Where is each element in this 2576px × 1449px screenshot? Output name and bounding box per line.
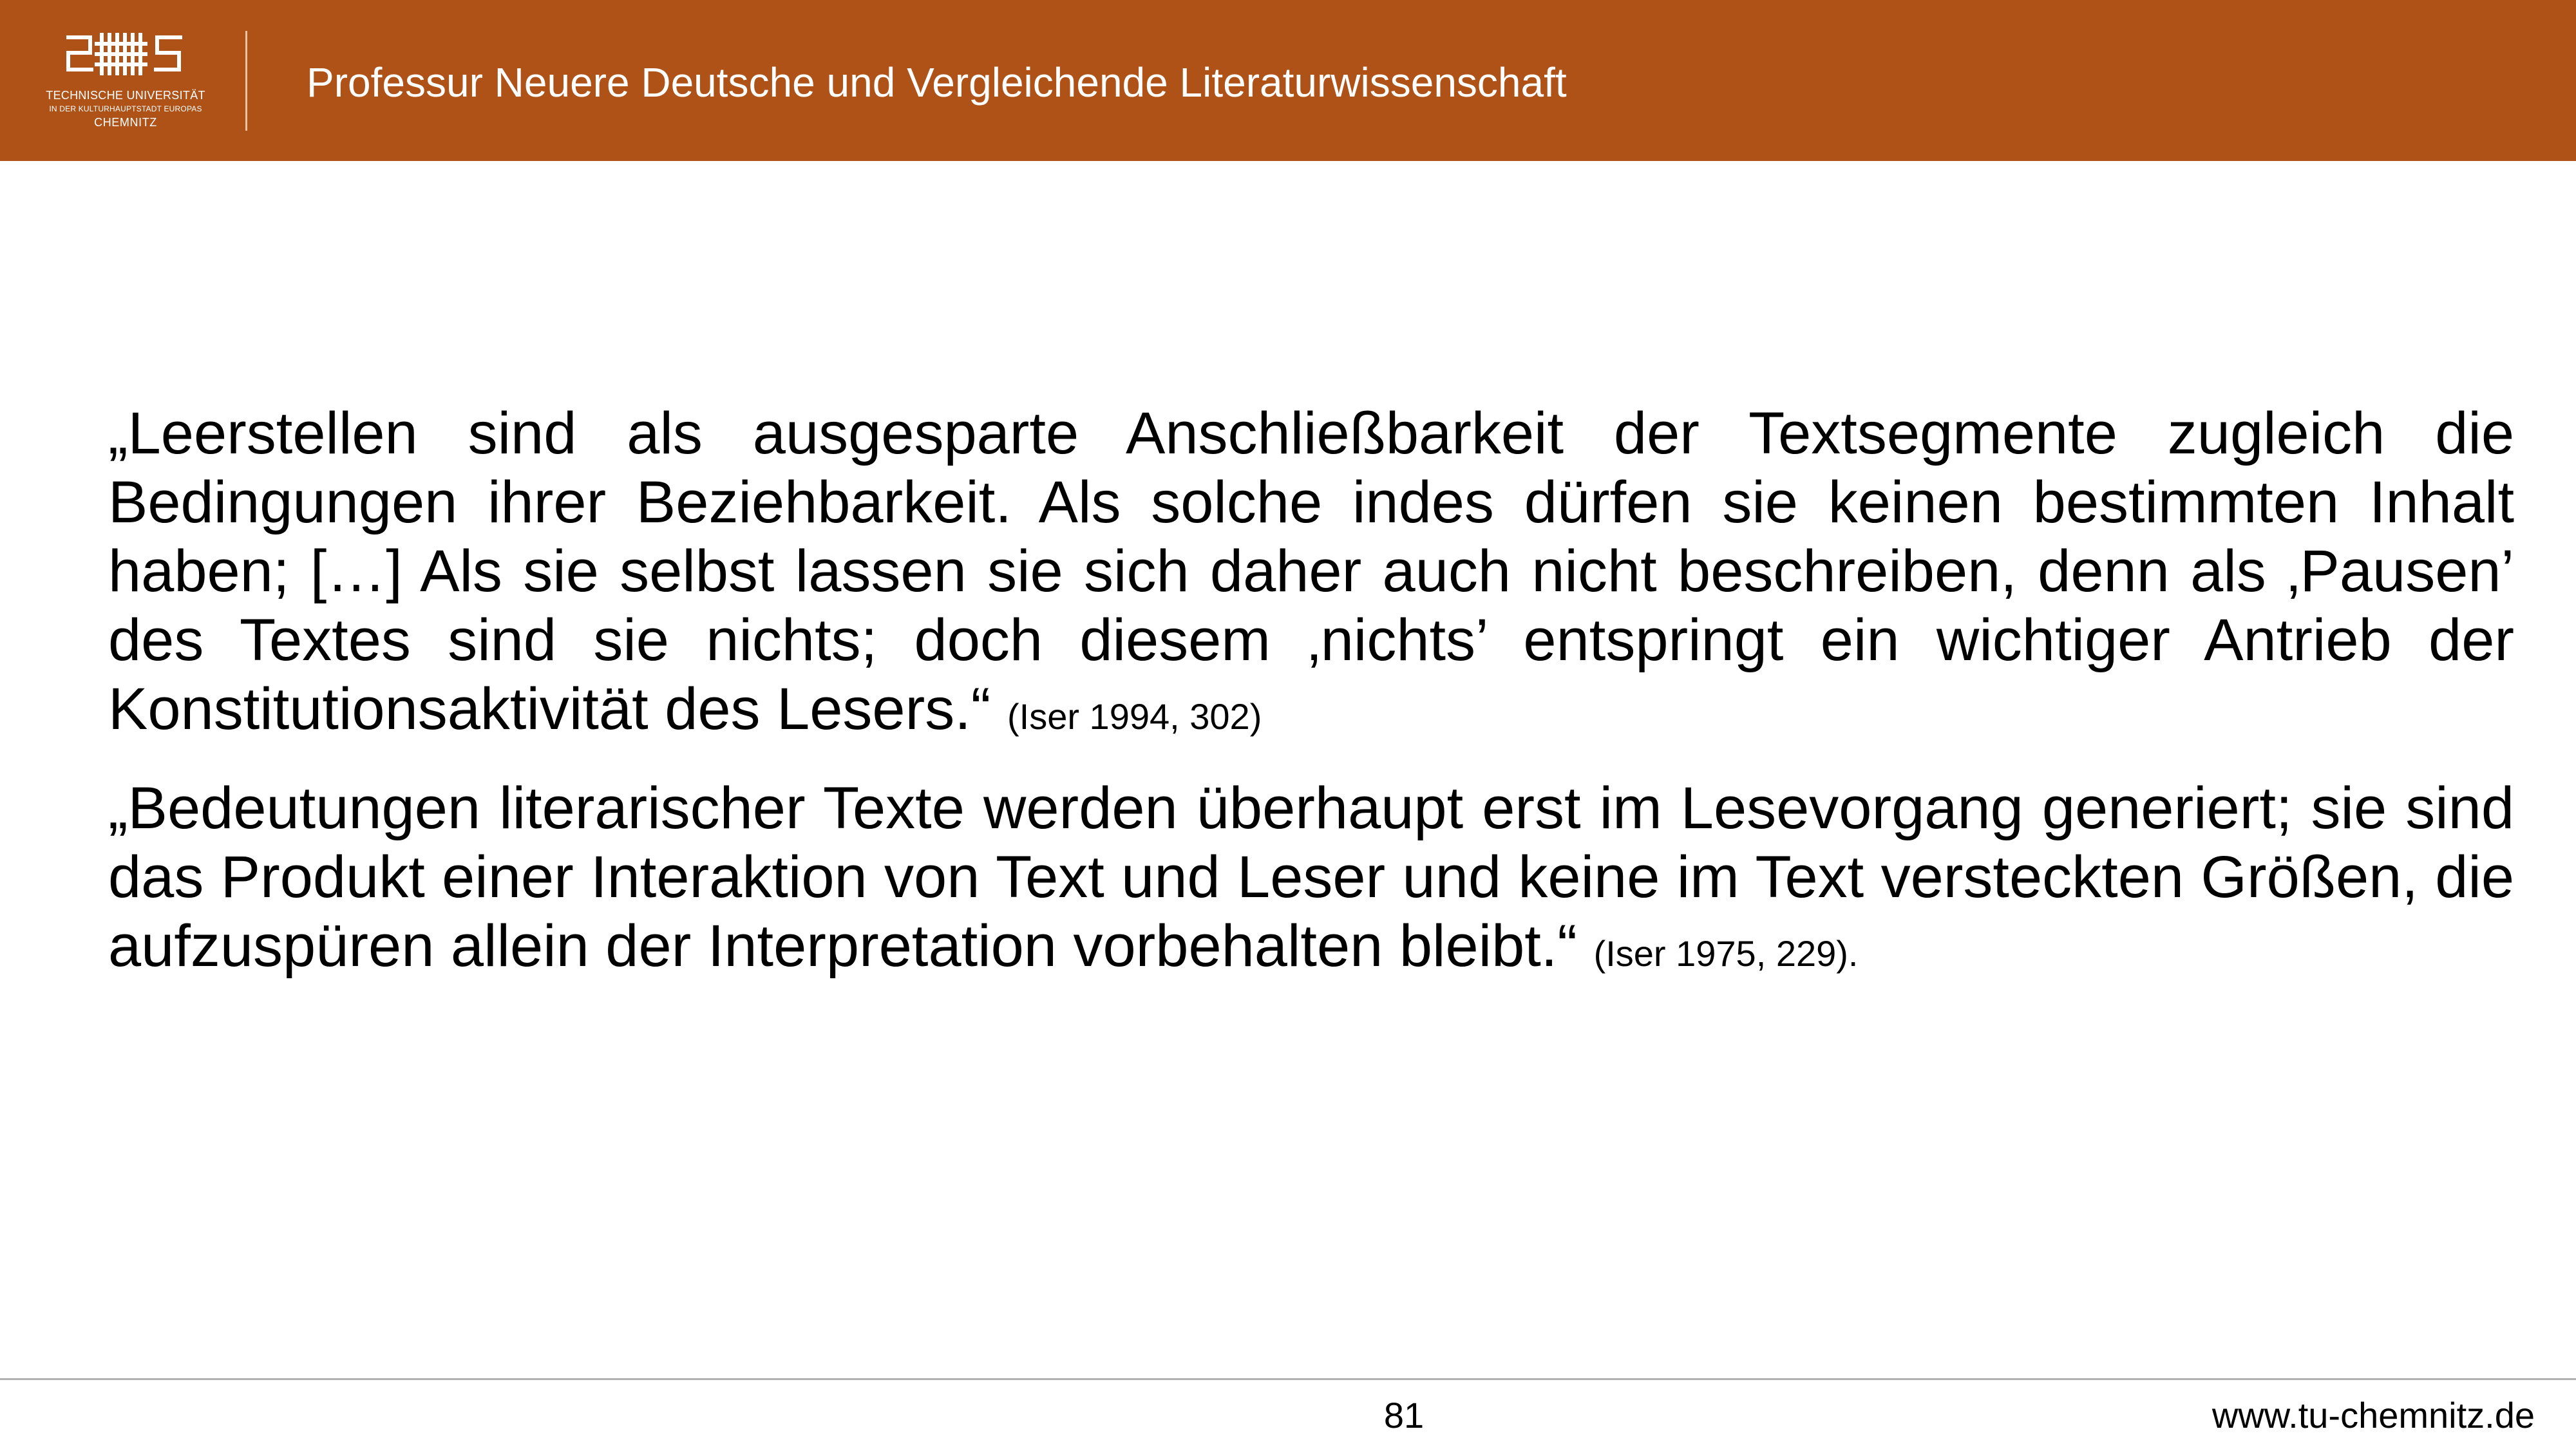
quote-paragraph: [108, 774, 2514, 988]
quote-citation: (Iser 1994, 302): [1007, 696, 1262, 737]
logo-line-subtitle: IN DER KULTURHAUPTSTADT EUROPAS: [49, 104, 202, 113]
header-bar: [0, 0, 2576, 161]
slide-content: [108, 399, 2514, 988]
page-number: 81: [1383, 1395, 1425, 1435]
logo-line-university: TECHNISCHE UNIVERSITÄT: [46, 89, 205, 102]
footer-divider: [0, 1378, 2576, 1380]
quote-text: „Leerstellen sind als ausgesparte Anschließbarkeit der Textsegmente zugleich die Bedingungen ihrer Beziehbarkeit. Als solche indes dürfen sie keinen bestimmten Inhalt haben; […] Als sie selbst lassen sie sich daher auch nicht beschreiben, denn als ‚Pausen’ des Textes sind sie nichts; doch diesem ‚nichts’ entspringt ein wichtiger Antrieb der Konstitutionsaktivität des Lesers.“: [108, 401, 2514, 742]
quote-text: „Bedeutungen literarischer Texte werden überhaupt erst im Lesevorgang generiert; sie sind das Produkt einer Interaktion von Text und Leser und keine im Text versteckten Größen, die aufzuspüren allein der Interpretation vorbehalten bleibt.“: [108, 775, 2514, 979]
quote-citation: (Iser 1975, 229).: [1593, 933, 1859, 974]
logo-mark-icon: [63, 28, 185, 79]
logo-line-city: CHEMNITZ: [94, 116, 157, 129]
university-logo: [32, 28, 219, 138]
header-divider: [245, 31, 247, 131]
footer-url: www.tu-chemnitz.de: [2211, 1395, 2535, 1435]
header-title: Professur Neuere Deutsche und Vergleichende Literaturwissenschaft: [307, 59, 1567, 106]
quote-paragraph: [108, 399, 2514, 751]
